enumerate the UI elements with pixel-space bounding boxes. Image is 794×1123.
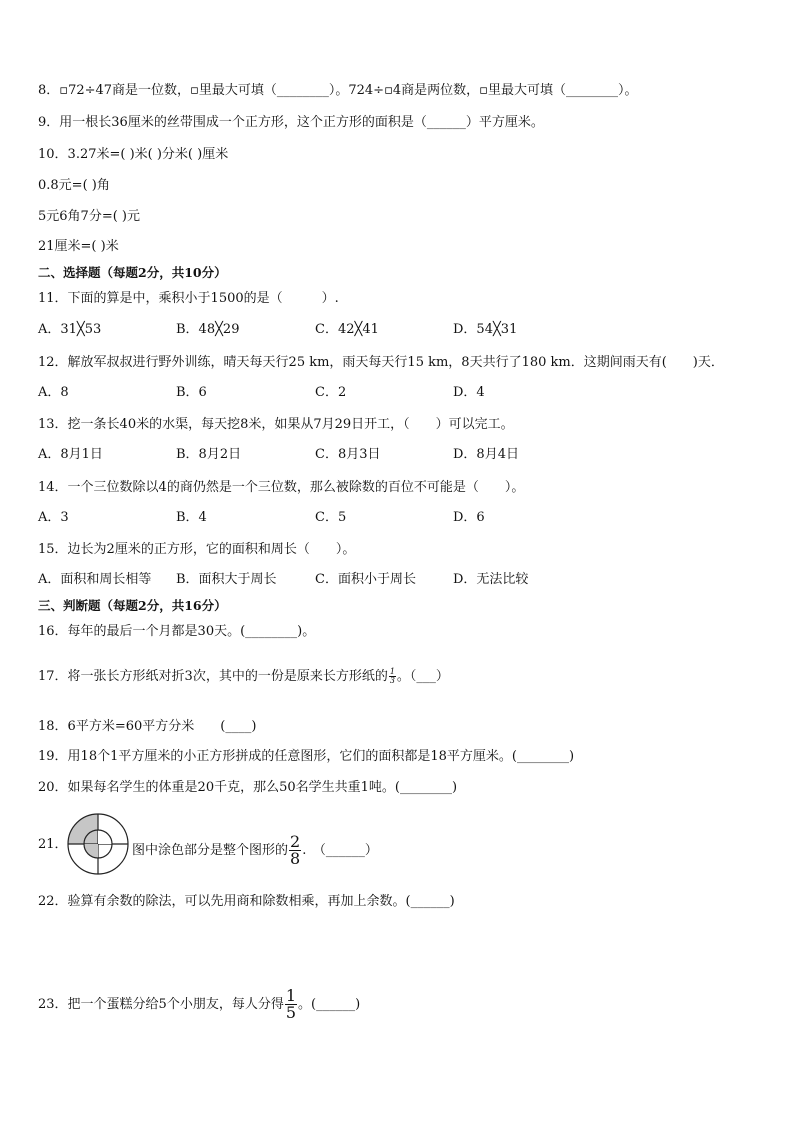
q21-fraction xyxy=(289,834,301,867)
q12-option-c[interactable]: C．2 xyxy=(315,385,347,400)
question-23 xyxy=(38,988,360,1021)
q14-option-d[interactable]: D．6 xyxy=(453,510,485,525)
question-15: 15．边长为2厘米的正方形，它的面积和周长（ ）。 xyxy=(38,542,356,557)
q13-option-c[interactable]: C．8月3日 xyxy=(315,447,381,462)
question-11: 11．下面的算是中，乘积小于1500的是（ ）. xyxy=(38,291,339,306)
question-9: 9．用一根长36厘米的丝带围成一个正方形，这个正方形的面积是（______）平方厘米。 xyxy=(38,115,544,130)
q13-option-b[interactable]: B．8月2日 xyxy=(176,447,242,462)
q11-option-b[interactable]: B．48╳29 xyxy=(176,322,240,337)
q11-option-d[interactable]: D．54╳31 xyxy=(453,322,518,337)
question-14: 14．一个三位数除以4的商仍然是一个三位数，那么被除数的百位不可能是（ ）。 xyxy=(38,480,525,495)
q17-fraction xyxy=(389,668,396,685)
q14-option-c[interactable]: C．5 xyxy=(315,510,347,525)
q21-blank[interactable]: . （______） xyxy=(302,843,378,858)
q15-option-d[interactable]: D．无法比较 xyxy=(453,572,529,587)
q23-fraction-den: 5 xyxy=(285,1003,297,1022)
q15-option-c[interactable]: C．面积小于周长 xyxy=(315,572,416,587)
q21-label: 21． xyxy=(38,837,68,852)
question-19: 19．用18个1平方厘米的小正方形拼成的任意图形，它们的面积都是18平方厘米。(________) xyxy=(38,749,575,764)
q15-option-b[interactable]: B．面积大于周长 xyxy=(176,572,277,587)
q21-fraction-num: 2 xyxy=(290,832,301,851)
question-22: 22．验算有余数的除法，可以先用商和除数相乘，再加上余数。(______) xyxy=(38,894,455,909)
question-10-line1: 10．3.27米=( )米( )分米( )厘米 xyxy=(38,147,229,162)
q12-option-d[interactable]: D．4 xyxy=(453,385,485,400)
section-judge-heading: 三、判断题（每题2分，共16分） xyxy=(38,598,227,613)
question-16: 16．每年的最后一个月都是30天。(________)。 xyxy=(38,624,316,639)
q17-blank[interactable]: 。（___） xyxy=(396,669,449,684)
question-12: 12．解放军叔叔进行野外训练，晴天每天行25 km，雨天每天行15 km，8天共行了180 km．这期间雨天有( )天． xyxy=(38,355,724,370)
q15-option-a[interactable]: A．面积和周长相等 xyxy=(38,572,152,587)
q13-option-d[interactable]: D．8月4日 xyxy=(453,447,519,462)
question-10-line2: 0.8元=( )角 xyxy=(38,178,110,193)
q23-blank[interactable]: 。(______) xyxy=(298,997,361,1012)
q11-option-c[interactable]: C．42╳41 xyxy=(315,322,379,337)
section-choice-heading: 二、选择题（每题2分，共10分） xyxy=(38,265,227,280)
q12-option-a[interactable]: A．8 xyxy=(38,385,69,400)
question-13: 13．挖一条长40米的水渠，每天挖8米，如果从7月29日开工，（ ）可以完工。 xyxy=(38,417,514,432)
question-10-line4: 21厘米=( )米 xyxy=(38,239,119,254)
q23-fraction xyxy=(285,988,297,1021)
question-8: 8．▫72÷47商是一位数，▫里最大可填（________）。724÷▫4商是两位数，▫里最大可填（________）。 xyxy=(38,83,638,98)
q17-text: 17．将一张长方形纸对折3次，其中的一份是原来长方形纸的 xyxy=(38,669,388,684)
question-17 xyxy=(38,668,449,686)
q17-fraction-num: 1 xyxy=(389,667,395,676)
q12-option-b[interactable]: B．6 xyxy=(176,385,207,400)
q13-option-a[interactable]: A．8月1日 xyxy=(38,447,103,462)
q23-fraction-num: 1 xyxy=(285,986,297,1005)
q21-text: 图中涂色部分是整个图形的 xyxy=(132,843,289,858)
q14-option-b[interactable]: B．4 xyxy=(176,510,207,525)
q14-option-a[interactable]: A．3 xyxy=(38,510,69,525)
question-10-line3: 5元6角7分=( )元 xyxy=(38,209,140,224)
q21-fraction-den: 8 xyxy=(290,849,301,868)
q11-option-a[interactable]: A．31╳53 xyxy=(38,322,102,337)
question-20: 20．如果每名学生的体重是20千克，那么50名学生共重1吨。(________) xyxy=(38,780,458,795)
q21-circle-figure xyxy=(66,812,130,876)
question-18: 18．6平方米=60平方分米 (____) xyxy=(38,719,257,734)
q17-fraction-den: 3 xyxy=(389,676,395,685)
q23-text: 23．把一个蛋糕分给5个小朋友，每人分得 xyxy=(38,997,284,1012)
